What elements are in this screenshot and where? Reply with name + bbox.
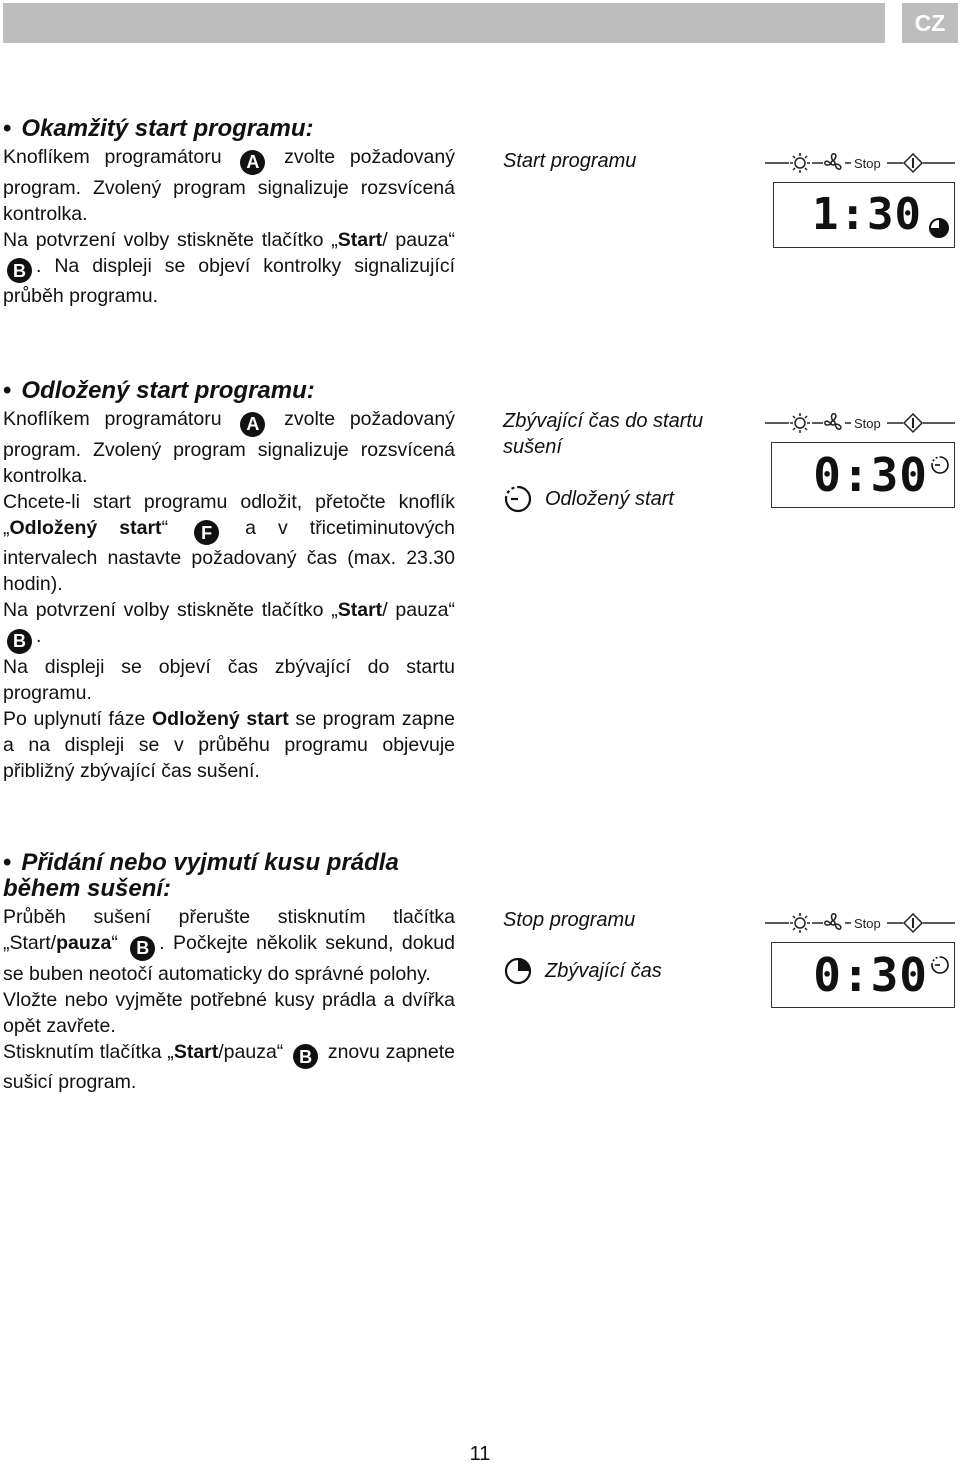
text: Na potvrzení volby stiskněte tlačítko „ [3,599,338,621]
text: znovu zapnete sušicí program. [3,1040,456,1093]
paragraph [3,144,455,227]
paragraph [3,227,455,310]
language-badge: CZ [902,3,958,43]
text: a v třicetiminutových intervalech nastavte požadovaný čas (max. 23.30 hodin). [3,516,455,595]
text: Knoflíkem programátoru [3,408,222,430]
paragraph [3,904,455,987]
knob-f-badge: F [194,520,219,545]
delayed-start-small-icon [930,455,950,475]
header-bar [3,3,885,43]
paragraph [3,406,455,489]
text: zvolte požadovaný program. Zvolený program signalizuje rozsvícená kontrolka. [3,146,455,225]
paragraph [3,706,455,784]
paragraph [3,597,455,654]
fan-icon [825,914,841,929]
text: “ [161,516,169,539]
display-panel-stop [765,910,955,1008]
delayed-start-icon [503,484,533,514]
section-title [3,850,455,902]
legend-delayed-start [503,484,674,514]
section-delayed-start [3,378,455,784]
delayed-start-small-icon [930,955,950,975]
remaining-time-icon [503,956,533,986]
stop-label: Stop [854,416,881,431]
bold-text: Start [337,228,383,251]
bullet: • [3,377,12,404]
display-panel-delayed [765,410,955,508]
legend-label: Zbývající čas [545,959,662,982]
text: Chcete-li start programu odložit, přetočte knoflík „ [3,490,455,539]
title-text: Okamžitý start programu: [21,115,314,142]
text: . [36,625,42,647]
text: se program zapne a na displeji se v průběhu programu objevuje přibližný zbývající čas sušení. [3,707,456,782]
section-add-remove-laundry [3,850,455,1095]
button-b-badge: B [7,629,32,654]
title-text: Přidání nebo vyjmutí kusu prádla během sušení: [3,849,399,902]
button-b-badge: B [7,258,32,283]
caption-start-program: Start programu [503,150,637,172]
bold-text: Start [173,1040,219,1063]
button-b-badge: B [293,1044,318,1069]
lcd-display [771,942,955,1008]
text: . Počkejte několik sekund, dokud se buben neotočí automaticky do správné polohy. [3,932,455,985]
sun-icon [790,153,810,173]
text: Knoflíkem programátoru [3,146,222,168]
display-time: 0:30 [813,448,928,502]
section-title [3,378,455,404]
display-panel-start [765,150,955,248]
paragraph [3,1039,455,1096]
fan-icon [825,154,841,169]
start-pause-icon [904,914,922,932]
legend-remaining-time [503,956,662,986]
text: “ [111,932,118,954]
stop-label: Stop [854,156,881,171]
text: / pauza“ [382,599,456,621]
bold-text: Start [337,599,383,621]
text: . Na displeji se objeví kontrolky signalizující průběh programu. [3,254,455,307]
text: Průběh sušení přerušte stisknutím tlačítka „Start/ [3,906,455,954]
text: Stisknutím tlačítka „ [3,1040,174,1063]
section-title [3,116,455,142]
fan-icon [825,414,841,429]
button-b-badge: B [130,936,155,961]
sun-icon [790,913,810,933]
status-icons-row [765,150,955,176]
remaining-time-icon [928,217,950,239]
bullet: • [3,849,12,876]
knob-a-badge: A [240,150,265,175]
status-icons-row [765,910,955,936]
start-pause-icon [904,154,922,172]
section-instant-start [3,116,455,309]
text: /pauza“ [218,1040,284,1063]
page-number: 11 [469,1443,491,1465]
lcd-display [771,442,955,508]
paragraph: Vložte nebo vyjměte potřebné kusy prádla a dvířka opět zavřete. [3,988,455,1037]
display-time: 1:30 [812,189,922,240]
sun-icon [790,413,810,433]
text: Na potvrzení volby stiskněte tlačítko „ [3,228,338,251]
bold-text: Odložený start [9,516,162,539]
bold-text: Odložený start [152,707,289,730]
text: / pauza“ [382,228,456,251]
paragraph [3,489,455,598]
status-icons-row [765,410,955,436]
lcd-display [773,182,955,248]
display-time: 0:30 [813,948,928,1002]
title-text: Odložený start programu: [21,377,315,404]
start-pause-icon [904,414,922,432]
paragraph: Na displeji se objeví čas zbývající do startu programu. [3,655,455,704]
legend-label: Odložený start [545,487,674,510]
caption-time-to-start: Zbývající čas do startu sušení [503,410,704,458]
caption-stop-program: Stop programu [503,909,636,931]
bullet: • [3,115,12,142]
stop-label: Stop [854,916,881,931]
knob-a-badge: A [240,412,265,437]
text: zvolte požadovaný program. Zvolený program signalizuje rozsvícená kontrolka. [3,408,455,487]
text: Po uplynutí fáze [3,707,146,730]
bold-text: pauza [56,932,112,954]
